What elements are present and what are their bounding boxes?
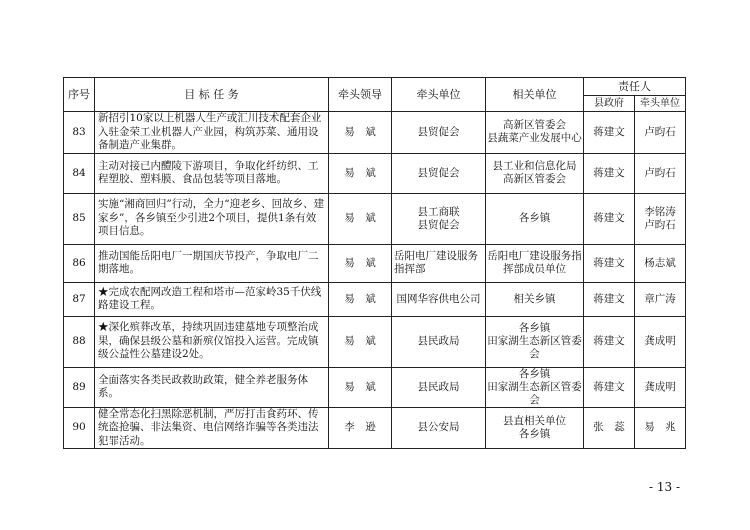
leader-name: 易 斌 xyxy=(329,316,392,367)
related-units xyxy=(486,153,584,193)
goal-text: 主动对接已内醴陵下游项目，争取化纤纺织、工程塑胶、塑料膜、食品包装等项目落地。 xyxy=(95,153,329,193)
table-row xyxy=(64,407,686,449)
leader-name: 易 斌 xyxy=(329,153,392,193)
lead-unit-person-line: 龚成明 xyxy=(644,335,676,347)
related-units-line: 县直相关单位 xyxy=(503,414,566,427)
lead-unit: 县贸促会 xyxy=(392,112,486,154)
row-number: 90 xyxy=(64,407,95,449)
county-gov-person: 蒋建文 xyxy=(584,244,635,282)
lead-unit-line: 县贸促会 xyxy=(417,218,460,231)
lead-unit xyxy=(392,193,486,244)
table-row xyxy=(64,193,686,244)
lead-unit-person xyxy=(635,282,686,316)
row-number: 87 xyxy=(64,282,95,316)
lead-unit-person-line: 卢昀石 xyxy=(644,166,676,179)
related-units-line: 高新区管委会 xyxy=(503,119,566,132)
lead-unit-person xyxy=(635,407,686,449)
row-number: 88 xyxy=(64,316,95,367)
related-units-line: 各乡镇 xyxy=(518,212,551,224)
lead-unit-person-line: 章广涛 xyxy=(644,292,676,305)
lead-unit: 县公安局 xyxy=(392,407,486,449)
lead-unit: 国网华容供电公司 xyxy=(392,282,486,316)
header-lead-unit: 牵头单位 xyxy=(392,78,486,112)
lead-unit-person xyxy=(635,244,686,282)
county-gov-person: 蒋建文 xyxy=(584,153,635,193)
lead-unit-person-line: 杨志斌 xyxy=(644,256,676,269)
goal-text: 推动国能岳阳电厂一期国庆节投产，争取电厂二期落地。 xyxy=(95,244,329,282)
related-units-line: 田家湖生态新区管委会 xyxy=(487,335,582,360)
goal-text: 健全常态化扫黑除恶机制，严厉打击食药环、传统盗抢骗、非法集资、电信网络诈骗等各类违法犯罪活动。 xyxy=(95,407,329,449)
lead-unit: 县贸促会 xyxy=(392,153,486,193)
table-row xyxy=(64,244,686,282)
leader-name: 李 逊 xyxy=(329,407,392,449)
related-units-line: 田家湖生态新区管委会 xyxy=(487,380,582,406)
related-units xyxy=(486,193,584,244)
county-gov-person: 蒋建文 xyxy=(584,316,635,367)
lead-unit-person-line: 龚成明 xyxy=(644,380,676,393)
leader-name: 易 斌 xyxy=(329,244,392,282)
lead-unit: 岳阳电厂建设服务指挥部 xyxy=(392,244,486,282)
related-units-line: 县工业和信息化局 xyxy=(492,160,577,172)
table-row xyxy=(64,112,686,154)
related-units-line: 各乡镇 xyxy=(518,367,551,380)
page-number: - 13 - xyxy=(649,480,681,494)
county-gov-person: 张 蕊 xyxy=(584,407,635,449)
lead-unit-person-line: 卢昀石 xyxy=(644,125,676,138)
related-units xyxy=(486,367,584,407)
lead-unit-person xyxy=(635,316,686,367)
row-number: 86 xyxy=(64,244,95,282)
county-gov-person: 蒋建文 xyxy=(584,367,635,407)
related-units-line: 高新区管委会 xyxy=(503,173,566,185)
lead-unit-person-line: 李铭涛 xyxy=(644,205,676,218)
lead-unit-person-line: 卢昀石 xyxy=(644,218,676,231)
lead-unit-person xyxy=(635,112,686,154)
leader-name: 易 斌 xyxy=(329,112,392,154)
related-units-line: 相关乡镇 xyxy=(513,292,556,305)
goal-text: 实施“湘商回归”行动，全力“迎老乡、回故乡、建家乡”，各乡镇至少引进2个项目，提供1条有效项目信息。 xyxy=(95,193,329,244)
header-leader: 牵头领导 xyxy=(329,78,392,112)
table-row xyxy=(64,316,686,367)
task-table xyxy=(63,77,686,449)
lead-unit-person xyxy=(635,367,686,407)
goal-text: 全面落实各类民政救助政策，健全养老服务体系。 xyxy=(95,367,329,407)
lead-unit-person-line: 易 兆 xyxy=(644,421,676,434)
lead-unit-person xyxy=(635,153,686,193)
related-units-line: 县蔬菜产业发展中心 xyxy=(487,132,582,145)
leader-name: 易 斌 xyxy=(329,282,392,316)
goal-text: ★深化殡葬改革，持续巩固违建墓地专项整治成果，确保县级公墓和新殡仪馆投入运营。完成镇级公益性公墓建设2处。 xyxy=(95,316,329,367)
table-body xyxy=(64,112,686,449)
header-goal: 目 标 任 务 xyxy=(95,78,329,112)
table-row xyxy=(64,367,686,407)
header-related-units: 相关单位 xyxy=(486,78,584,112)
header-lead-unit-person: 牵头单位 xyxy=(635,96,686,112)
header-responsible: 责任人 xyxy=(584,78,686,96)
lead-unit-line: 县工商联 xyxy=(417,205,460,218)
related-units-line: 各乡镇 xyxy=(518,322,551,334)
county-gov-person: 蒋建文 xyxy=(584,282,635,316)
related-units xyxy=(486,112,584,154)
lead-unit: 县民政局 xyxy=(392,367,486,407)
leader-name: 易 斌 xyxy=(329,367,392,407)
row-number: 83 xyxy=(64,112,95,154)
row-number: 89 xyxy=(64,367,95,407)
lead-unit-person xyxy=(635,193,686,244)
goal-text: ★完成农配网改造工程和塔市—范家岭35千伏线路建设工程。 xyxy=(95,282,329,316)
header-county-gov: 县政府 xyxy=(584,96,635,112)
lead-unit: 县民政局 xyxy=(392,316,486,367)
table-row xyxy=(64,282,686,316)
header-no: 序号 xyxy=(64,78,95,112)
county-gov-person: 蒋建文 xyxy=(584,193,635,244)
related-units xyxy=(486,244,584,282)
related-units xyxy=(486,407,584,449)
related-units-line: 岳阳电厂建设服务指挥部成员单位 xyxy=(487,250,582,275)
goal-text: 新招引10家以上机器人生产或汇川技术配套企业入驻金荣工业机器人产业园，构筑苏菜、通用设备制造产业集群。 xyxy=(95,112,329,154)
row-number: 85 xyxy=(64,193,95,244)
related-units xyxy=(486,316,584,367)
related-units xyxy=(486,282,584,316)
leader-name: 易 斌 xyxy=(329,193,392,244)
table-row xyxy=(64,153,686,193)
related-units-line: 各乡镇 xyxy=(518,427,551,440)
county-gov-person: 蒋建文 xyxy=(584,112,635,154)
row-number: 84 xyxy=(64,153,95,193)
